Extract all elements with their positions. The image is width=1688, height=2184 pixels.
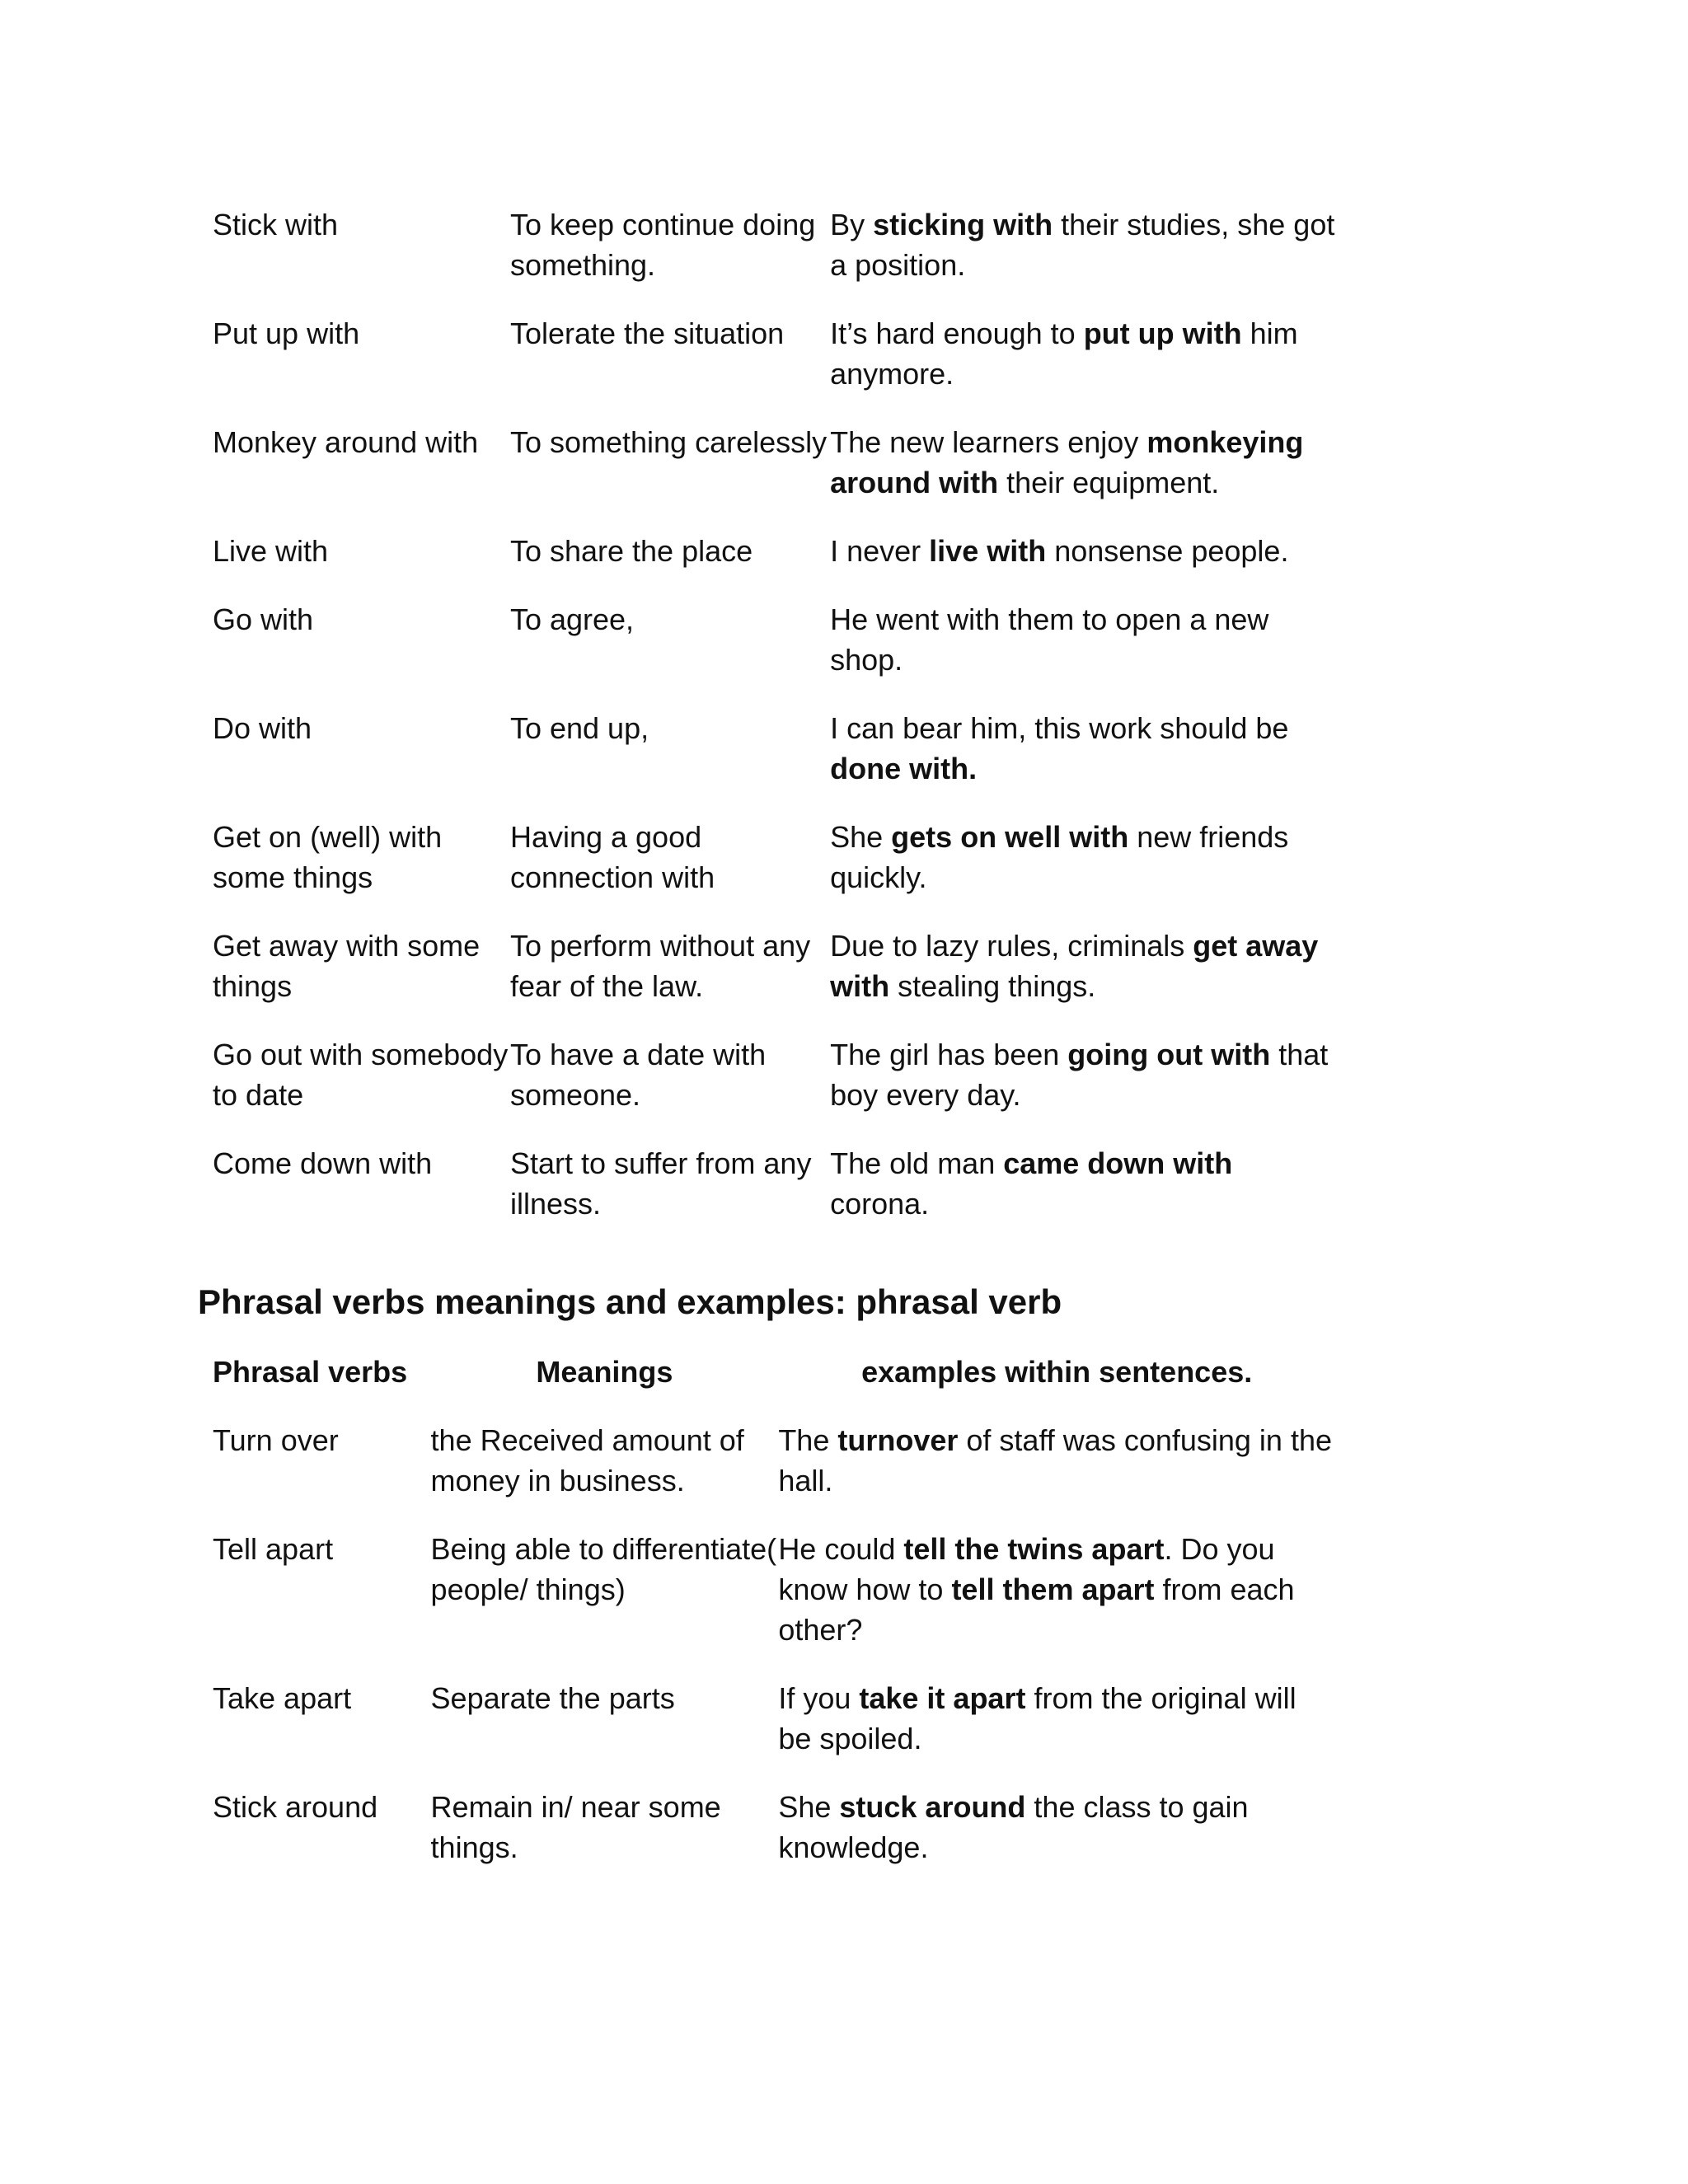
meaning-cell: To something carelessly xyxy=(509,425,828,459)
example-cell: Due to lazy rules, criminals get away with stealing things. xyxy=(830,929,1319,1003)
example-cell: It’s hard enough to put up with him anymore. xyxy=(830,316,1298,391)
example-cell: I never live with nonsense people. xyxy=(830,534,1289,568)
example-cell: She gets on well with new friends quickly. xyxy=(830,820,1289,894)
column-header-meanings: Meanings xyxy=(536,1355,673,1389)
meaning-cell: Remain in/ near some things. xyxy=(430,1790,721,1864)
table-header-row xyxy=(198,1352,1335,1420)
table-row xyxy=(198,1034,1335,1143)
verb-cell: Do with xyxy=(213,711,312,745)
example-cell: The turnover of staff was confusing in the hall. xyxy=(778,1423,1332,1497)
verb-cell: Live with xyxy=(213,534,329,568)
example-cell: If you take it apart from the original will be spoiled. xyxy=(778,1681,1296,1755)
table-row xyxy=(198,1678,1335,1787)
table-row xyxy=(198,1143,1335,1252)
section-heading: Phrasal verbs meanings and examples: phrasal verb xyxy=(198,1282,1062,1321)
example-cell: The girl has been going out with that boy every day. xyxy=(830,1038,1329,1112)
meaning-cell: Separate the parts xyxy=(430,1681,675,1715)
table-row xyxy=(198,599,1335,708)
example-cell: The new learners enjoy monkeying around with their equipment. xyxy=(830,425,1304,499)
verb-cell: Stick with xyxy=(213,208,339,241)
verb-cell: Monkey around with xyxy=(213,425,479,459)
phrasal-verbs-meanings-table xyxy=(198,1352,1335,1896)
example-cell: The old man came down with corona. xyxy=(830,1146,1233,1221)
meaning-cell: To have a date with someone. xyxy=(509,1038,767,1112)
meaning-cell: Having a good connection with xyxy=(509,820,715,894)
verb-cell: Get away with some things xyxy=(213,929,481,1003)
meaning-cell: To keep continue doing something. xyxy=(509,208,816,282)
verb-cell: Come down with xyxy=(213,1146,433,1180)
table-row xyxy=(198,1787,1335,1896)
meaning-cell: Being able to differentiate( people/ things) xyxy=(430,1532,777,1606)
verb-cell: Put up with xyxy=(213,316,360,350)
meaning-cell: To perform without any fear of the law. xyxy=(509,929,811,1003)
table-row xyxy=(198,1529,1335,1678)
meaning-cell: Tolerate the situation xyxy=(509,316,785,350)
verb-cell: Turn over xyxy=(213,1423,339,1457)
example-cell: He went with them to open a new shop. xyxy=(830,602,1269,677)
example-cell: He could tell the twins apart. Do you know how to tell them apart from each other? xyxy=(778,1532,1295,1647)
table-row xyxy=(198,708,1335,817)
table-row xyxy=(198,926,1335,1034)
example-cell: By sticking with their studies, she got a position. xyxy=(830,208,1335,282)
table-row xyxy=(198,1420,1335,1529)
example-cell: I can bear him, this work should be done with. xyxy=(830,711,1289,785)
table-row xyxy=(198,422,1335,531)
verb-cell: Tell apart xyxy=(213,1532,334,1566)
verb-cell: Go with xyxy=(213,602,314,636)
example-cell: She stuck around the class to gain knowledge. xyxy=(778,1790,1249,1864)
meaning-cell: the Received amount of money in business. xyxy=(430,1423,744,1497)
table-row xyxy=(198,204,1335,313)
meaning-cell: To agree, xyxy=(509,602,635,636)
meaning-cell: To end up, xyxy=(509,711,649,745)
meaning-cell: Start to suffer from any illness. xyxy=(509,1146,812,1221)
table-row xyxy=(198,817,1335,926)
verb-cell: Stick around xyxy=(213,1790,378,1824)
column-header-phrasal-verbs: Phrasal verbs xyxy=(213,1355,408,1389)
meaning-cell: To share the place xyxy=(509,534,753,568)
phrasal-verbs-with-table xyxy=(198,204,1335,1252)
verb-cell: Get on (well) with some things xyxy=(213,820,443,894)
table-row xyxy=(198,531,1335,599)
table-row xyxy=(198,313,1335,422)
verb-cell: Take apart xyxy=(213,1681,352,1715)
column-header-examples: examples within sentences. xyxy=(861,1355,1253,1389)
verb-cell: Go out with somebody to date xyxy=(213,1038,509,1112)
